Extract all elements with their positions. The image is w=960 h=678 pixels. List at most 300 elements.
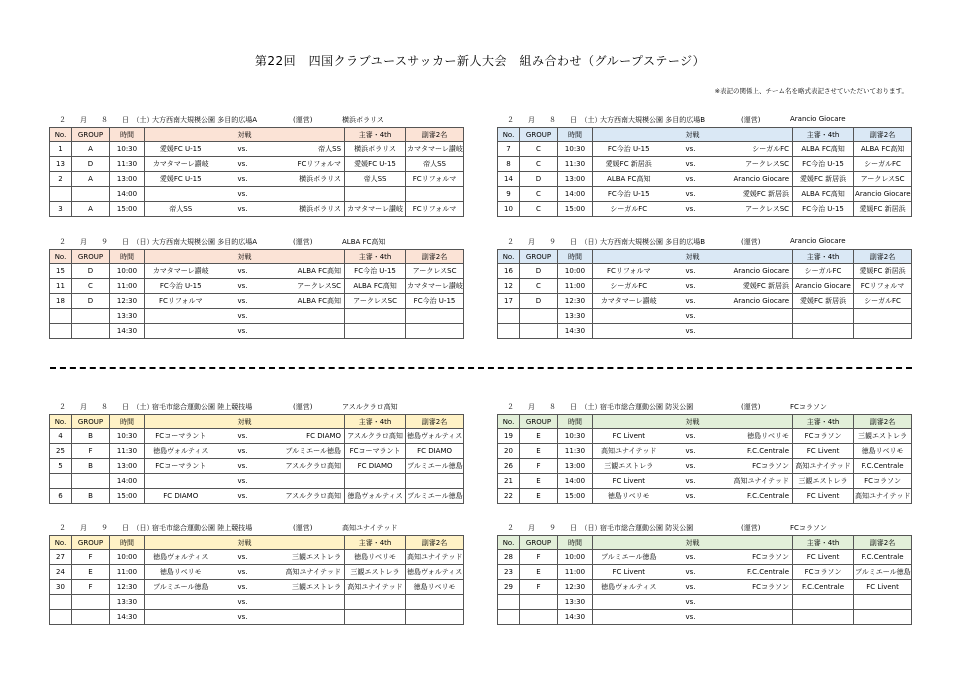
home-team (145, 595, 217, 610)
match-block (49, 113, 463, 217)
assistant-referees: シーガルFC (854, 294, 912, 309)
match-time: 14:30 (110, 324, 145, 339)
table-row (498, 324, 912, 339)
match-group (520, 595, 558, 610)
referee: FCコラソン (793, 565, 854, 580)
match-time: 13:00 (558, 459, 593, 474)
referee: FC今治 U-15 (793, 157, 854, 172)
home-team: カマタマーレ讃岐 (145, 264, 217, 279)
match-no (498, 595, 520, 610)
vs-label: vs. (217, 565, 269, 580)
venue: 大方西南大規模公園 多目的広場B (600, 238, 706, 246)
match-no: 13 (50, 157, 72, 172)
vs-label: vs. (217, 172, 269, 187)
match-no: 12 (498, 279, 520, 294)
match-block (497, 521, 911, 625)
away-team: 徳島リベリモ (717, 429, 793, 444)
referee: 徳島リベリモ (345, 550, 406, 565)
match-no: 7 (498, 142, 520, 157)
vs-label: vs. (665, 565, 717, 580)
schedule-table (497, 535, 912, 625)
referee: シーガルFC (793, 264, 854, 279)
schedule-table (49, 127, 464, 217)
home-team: ALBA FC高知 (593, 172, 665, 187)
schedule-table (497, 127, 912, 217)
col-match: 対戦 (593, 128, 793, 142)
away-team: ブルミエール徳島 (269, 444, 345, 459)
match-no: 29 (498, 580, 520, 595)
match-time: 12:30 (110, 580, 145, 595)
col-referee: 主審・4th (793, 128, 854, 142)
col-referee: 主審・4th (345, 128, 406, 142)
away-team (269, 187, 345, 202)
table-row (498, 172, 912, 187)
away-team: 愛媛FC 新居浜 (717, 187, 793, 202)
home-team: FC DIAMO (145, 489, 217, 504)
vs-label: vs. (217, 429, 269, 444)
match-time: 15:00 (110, 489, 145, 504)
home-team: FCコーマラント (145, 459, 217, 474)
col-no: No. (498, 536, 520, 550)
unei-label: (運営) (741, 116, 761, 124)
referee: 帝人SS (345, 172, 406, 187)
match-group: C (520, 279, 558, 294)
match-group: D (520, 294, 558, 309)
match-no: 6 (50, 489, 72, 504)
assistant-referees (854, 309, 912, 324)
col-assistants: 副審2名 (406, 250, 464, 264)
table-row (50, 324, 464, 339)
vs-label: vs. (665, 294, 717, 309)
referee: FC今治 U-15 (793, 202, 854, 217)
match-time: 10:00 (110, 550, 145, 565)
match-time: 13:30 (110, 595, 145, 610)
schedule-table (49, 535, 464, 625)
col-referee: 主審・4th (793, 415, 854, 429)
match-no: 23 (498, 565, 520, 580)
match-group (520, 610, 558, 625)
match-date: ２ 月 ８ 日 （土） (59, 116, 154, 124)
referee: ALBA FC高知 (345, 279, 406, 294)
away-team: アークレスSC (717, 157, 793, 172)
home-team: ブルミエール徳島 (145, 580, 217, 595)
unei-team: FCコラソン (790, 524, 827, 532)
assistant-referees: アークレスSC (854, 172, 912, 187)
match-no: 4 (50, 429, 72, 444)
col-assistants: 副審2名 (854, 415, 912, 429)
table-row (50, 489, 464, 504)
assistant-referees: FCリフォルマ (406, 202, 464, 217)
venue: 宿毛市総合運動公園 陸上競技場 (152, 524, 253, 532)
match-time: 11:00 (110, 565, 145, 580)
vs-label: vs. (665, 489, 717, 504)
referee: FC今治 U-15 (345, 264, 406, 279)
unei-label: (運営) (293, 116, 313, 124)
match-time: 13:00 (110, 459, 145, 474)
assistant-referees: ALBA FC高知 (854, 142, 912, 157)
col-assistants: 副審2名 (406, 415, 464, 429)
header-row (498, 128, 912, 142)
match-no: 21 (498, 474, 520, 489)
table-row (50, 264, 464, 279)
vs-label: vs. (217, 489, 269, 504)
assistant-referees: 三観エストレラ (854, 429, 912, 444)
match-time: 14:00 (558, 474, 593, 489)
block-header (49, 521, 463, 535)
col-time: 時間 (110, 536, 145, 550)
match-time: 10:30 (110, 429, 145, 444)
match-time: 11:00 (110, 279, 145, 294)
venue: 宿毛市総合運動公園 防災公園 (600, 524, 694, 532)
match-time: 13:30 (558, 595, 593, 610)
table-row (50, 309, 464, 324)
assistant-referees: 愛媛FC 新居浜 (854, 202, 912, 217)
vs-label: vs. (217, 324, 269, 339)
unei-team: FCコラソン (790, 403, 827, 411)
away-team: Arancio Giocare (717, 264, 793, 279)
vs-label: vs. (217, 550, 269, 565)
venue: 大方西南大規模公園 多目的広場A (152, 238, 258, 246)
match-block (497, 400, 911, 504)
match-group: E (520, 489, 558, 504)
referee (793, 309, 854, 324)
col-match: 対戦 (145, 128, 345, 142)
vs-label: vs. (665, 309, 717, 324)
table-row (50, 294, 464, 309)
table-row (50, 279, 464, 294)
away-team: ALBA FC高知 (269, 264, 345, 279)
away-team (717, 309, 793, 324)
away-team: F.C.Centrale (717, 565, 793, 580)
home-team: 徳島ヴォルティス (593, 580, 665, 595)
match-group: E (520, 474, 558, 489)
match-no: 18 (50, 294, 72, 309)
home-team: カマタマーレ讃岐 (593, 294, 665, 309)
away-team: F.C.Centrale (717, 489, 793, 504)
assistant-referees: 徳島リベリモ (854, 444, 912, 459)
col-no: No. (50, 536, 72, 550)
assistant-referees (854, 595, 912, 610)
match-time: 15:00 (110, 202, 145, 217)
col-group: GROUP (520, 250, 558, 264)
col-assistants: 副審2名 (854, 536, 912, 550)
assistant-referees: ブルミエール徳島 (406, 459, 464, 474)
block-header (497, 235, 911, 249)
header-row (498, 536, 912, 550)
away-team: 横浜ボラリス (269, 202, 345, 217)
match-group (72, 187, 110, 202)
referee: FCコーマラント (345, 444, 406, 459)
assistant-referees (406, 187, 464, 202)
away-team (269, 474, 345, 489)
match-date: ２ 月 ９ 日 （日） (59, 238, 154, 246)
referee: ALBA FC高知 (793, 187, 854, 202)
vs-label: vs. (665, 459, 717, 474)
col-assistants: 副審2名 (406, 128, 464, 142)
referee (345, 595, 406, 610)
match-group (520, 324, 558, 339)
col-time: 時間 (558, 250, 593, 264)
away-team: 愛媛FC 新居浜 (717, 279, 793, 294)
col-group: GROUP (520, 128, 558, 142)
venue: 宿毛市総合運動公園 防災公園 (600, 403, 694, 411)
home-team: 三観エストレラ (593, 459, 665, 474)
match-group: F (72, 550, 110, 565)
referee (793, 610, 854, 625)
table-row (498, 444, 912, 459)
away-team (269, 324, 345, 339)
match-time: 14:00 (110, 474, 145, 489)
away-team: アークレスSC (717, 202, 793, 217)
match-no: 10 (498, 202, 520, 217)
col-assistants: 副審2名 (854, 128, 912, 142)
home-team: 徳島リベリモ (593, 489, 665, 504)
assistant-referees: 徳島ヴォルティス (406, 565, 464, 580)
match-date: ２ 月 ８ 日 （土） (507, 403, 602, 411)
table-row (50, 187, 464, 202)
col-time: 時間 (558, 128, 593, 142)
col-no: No. (498, 250, 520, 264)
away-team: アスルクラロ高知 (269, 459, 345, 474)
unei-team: アスルクラロ高知 (342, 403, 398, 411)
assistant-referees: Arancio Giocare (854, 187, 912, 202)
home-team: ブルミエール徳島 (593, 550, 665, 565)
match-no: 20 (498, 444, 520, 459)
assistant-referees: ブルミエール徳島 (406, 489, 464, 504)
vs-label: vs. (665, 172, 717, 187)
vs-label: vs. (665, 595, 717, 610)
col-match: 対戦 (593, 250, 793, 264)
match-no (50, 309, 72, 324)
vs-label: vs. (665, 202, 717, 217)
match-group: C (520, 187, 558, 202)
home-team: FC今治 U-15 (145, 279, 217, 294)
referee: アスルクラロ高知 (345, 429, 406, 444)
referee: 高知ユナイテッド (793, 459, 854, 474)
away-team: Arancio Giocare (717, 294, 793, 309)
assistant-referees: FCコラソン (854, 474, 912, 489)
block-header (497, 521, 911, 535)
match-group: C (520, 202, 558, 217)
match-group: A (72, 172, 110, 187)
match-group: C (72, 279, 110, 294)
home-team: FC Livent (593, 565, 665, 580)
col-no: No. (498, 128, 520, 142)
home-team: シーガルFC (593, 202, 665, 217)
referee: 高知ユナイテッド (345, 580, 406, 595)
table-row (498, 202, 912, 217)
col-match: 対戦 (593, 415, 793, 429)
table-row (498, 187, 912, 202)
table-row (498, 565, 912, 580)
match-group: F (72, 444, 110, 459)
assistant-referees (406, 595, 464, 610)
referee: 徳島ヴォルティス (345, 489, 406, 504)
page-title: 第22回 四国クラブユースサッカー新人大会 組み合わせ（グループステージ） (254, 54, 706, 68)
referee (793, 595, 854, 610)
assistant-referees: FCリフォルマ (406, 172, 464, 187)
away-team: アークレスSC (269, 279, 345, 294)
assistant-referees (406, 474, 464, 489)
assistant-referees (854, 610, 912, 625)
table-row (498, 474, 912, 489)
vs-label: vs. (665, 324, 717, 339)
assistant-referees: カマタマーレ讃岐 (406, 279, 464, 294)
match-no: 8 (498, 157, 520, 172)
home-team (593, 595, 665, 610)
away-team: FC DIAMO (269, 429, 345, 444)
assistant-referees: ブルミエール徳島 (854, 565, 912, 580)
col-referee: 主審・4th (345, 536, 406, 550)
match-no: 2 (50, 172, 72, 187)
match-no: 26 (498, 459, 520, 474)
home-team (145, 187, 217, 202)
vs-label: vs. (665, 279, 717, 294)
col-group: GROUP (72, 250, 110, 264)
vs-label: vs. (217, 202, 269, 217)
match-block (49, 521, 463, 625)
match-time: 12:30 (110, 294, 145, 309)
unei-label: (運営) (741, 238, 761, 246)
home-team: シーガルFC (593, 279, 665, 294)
referee: FC Livent (793, 444, 854, 459)
away-team: 帝人SS (269, 142, 345, 157)
away-team: 横浜ボラリス (269, 172, 345, 187)
col-referee: 主審・4th (345, 415, 406, 429)
table-row (498, 309, 912, 324)
col-group: GROUP (72, 536, 110, 550)
assistant-referees: F.C.Centrale (854, 459, 912, 474)
home-team: 徳島ヴォルティス (145, 550, 217, 565)
assistant-referees (406, 610, 464, 625)
col-assistants: 副審2名 (406, 536, 464, 550)
assistant-referees: 愛媛FC 新居浜 (854, 264, 912, 279)
table-row (498, 279, 912, 294)
col-group: GROUP (520, 415, 558, 429)
match-group: F (520, 580, 558, 595)
table-row (498, 550, 912, 565)
match-no (498, 309, 520, 324)
match-no: 11 (50, 279, 72, 294)
away-team (269, 309, 345, 324)
unei-label: (運営) (293, 524, 313, 532)
match-date: ２ 月 ９ 日 （日） (59, 524, 154, 532)
referee (345, 324, 406, 339)
match-group: B (72, 429, 110, 444)
match-group: F (520, 459, 558, 474)
table-row (50, 580, 464, 595)
table-row (498, 489, 912, 504)
vs-label: vs. (665, 157, 717, 172)
table-row (50, 444, 464, 459)
vs-label: vs. (665, 187, 717, 202)
home-team: 徳島リベリモ (145, 565, 217, 580)
away-team (269, 610, 345, 625)
schedule-table (49, 249, 464, 339)
block-header (497, 113, 911, 127)
referee (345, 187, 406, 202)
match-time: 13:30 (110, 309, 145, 324)
schedule-table (49, 414, 464, 504)
unei-team: Arancio Giocare (790, 237, 846, 245)
schedule-table (497, 249, 912, 339)
vs-label: vs. (217, 157, 269, 172)
referee: 愛媛FC 新居浜 (793, 172, 854, 187)
match-no (498, 610, 520, 625)
referee: カマタマーレ讃岐 (345, 202, 406, 217)
match-group: E (72, 565, 110, 580)
table-row (50, 565, 464, 580)
match-time: 11:00 (558, 279, 593, 294)
match-time: 14:30 (558, 324, 593, 339)
match-time: 10:00 (110, 264, 145, 279)
unei-label: (運営) (293, 403, 313, 411)
match-date: ２ 月 ８ 日 （土） (59, 403, 154, 411)
table-row (498, 429, 912, 444)
home-team: 帝人SS (145, 202, 217, 217)
match-time: 14:00 (110, 187, 145, 202)
venue: 大方西南大規模公園 多目的広場A (152, 116, 258, 124)
match-time: 14:30 (558, 610, 593, 625)
away-team: FCコラソン (717, 580, 793, 595)
match-group: F (72, 580, 110, 595)
referee (345, 474, 406, 489)
assistant-referees: FC今治 U-15 (406, 294, 464, 309)
header-row (50, 415, 464, 429)
header-row (50, 128, 464, 142)
match-block (497, 113, 911, 217)
home-team: カマタマーレ讃岐 (145, 157, 217, 172)
away-team: ALBA FC高知 (269, 294, 345, 309)
referee (793, 324, 854, 339)
vs-label: vs. (665, 580, 717, 595)
unei-label: (運営) (741, 524, 761, 532)
match-time: 10:30 (110, 142, 145, 157)
match-date: ２ 月 ９ 日 （日） (507, 524, 602, 532)
match-no (50, 324, 72, 339)
header-row (50, 536, 464, 550)
match-group: E (520, 565, 558, 580)
match-no: 15 (50, 264, 72, 279)
vs-label: vs. (665, 264, 717, 279)
home-team (593, 324, 665, 339)
home-team: FC今治 U-15 (593, 142, 665, 157)
table-row (498, 459, 912, 474)
home-team: 徳島ヴォルティス (145, 444, 217, 459)
section-divider (50, 367, 912, 369)
referee: FC Livent (793, 489, 854, 504)
away-team: 三観エストレラ (269, 550, 345, 565)
table-row (498, 294, 912, 309)
home-team: FC Livent (593, 429, 665, 444)
match-time: 11:30 (558, 157, 593, 172)
vs-label: vs. (665, 444, 717, 459)
match-time: 10:00 (558, 264, 593, 279)
col-group: GROUP (72, 415, 110, 429)
referee: 三観エストレラ (793, 474, 854, 489)
col-time: 時間 (110, 415, 145, 429)
block-header (49, 113, 463, 127)
match-no (50, 474, 72, 489)
vs-label: vs. (217, 294, 269, 309)
away-team: アスルクラロ高知 (269, 489, 345, 504)
referee: 愛媛FC 新居浜 (793, 294, 854, 309)
block-header (497, 400, 911, 414)
vs-label: vs. (665, 429, 717, 444)
header-row (498, 415, 912, 429)
table-row (498, 580, 912, 595)
match-no: 22 (498, 489, 520, 504)
